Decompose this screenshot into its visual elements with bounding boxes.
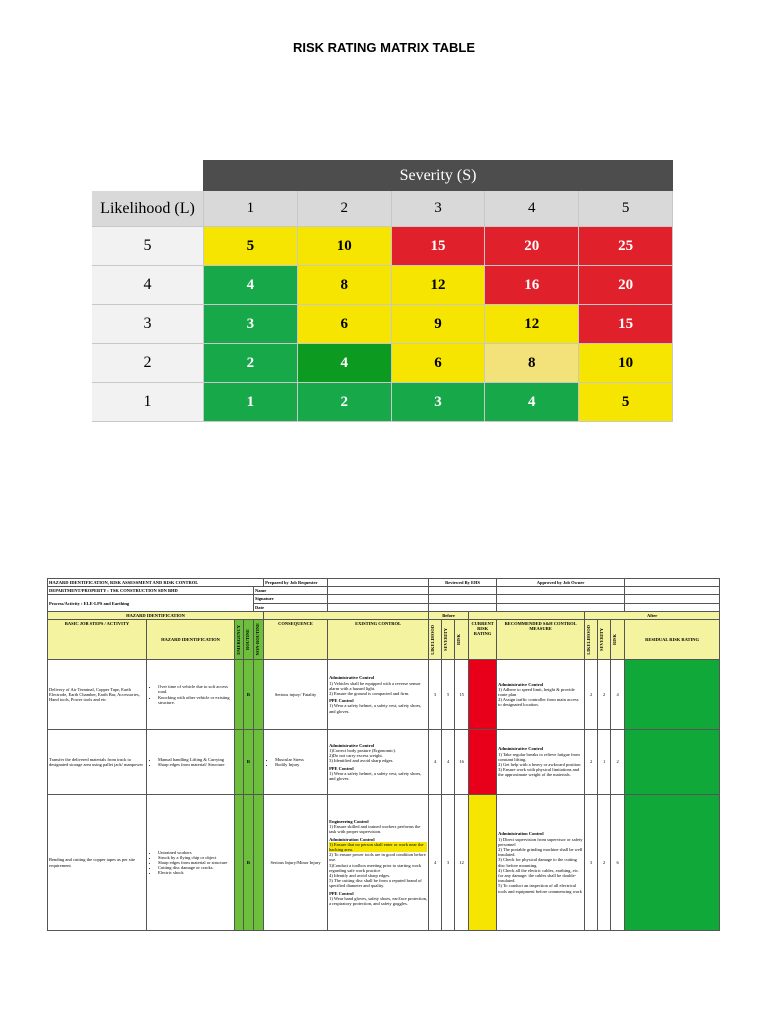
after-risk-value: 2 (611, 730, 625, 795)
risk-score-cell: 15 (579, 305, 673, 343)
risk-score-cell: 12 (485, 305, 579, 343)
after-likelihood-value: 2 (585, 730, 598, 795)
risk-score-cell: 8 (298, 266, 392, 304)
col-likelihood: LIKELIHOOD (430, 624, 436, 655)
form-title: HAZARD IDENTIFICATION, RISK ASSESSMENT AND RISK CONTROL (48, 579, 264, 587)
routine-mark: R (244, 795, 254, 931)
routine-mark: R (244, 660, 254, 730)
col-non-routine: NON-ROUTINE (255, 623, 260, 656)
col-residual: RESIDUAL RISK RATING (625, 620, 720, 660)
department-label: DEPARTMENT/PROPERTY : TSK CONSTRUCTION SDN BHD (48, 587, 254, 595)
likelihood-value: 4 (429, 730, 442, 795)
risk-score-cell: 6 (298, 305, 392, 343)
activity-cell: Bending and cutting the copper tapes as per site requirement (48, 795, 147, 931)
consequence-cell: Serious injury/ Fatality (264, 660, 328, 730)
risk-value: 15 (455, 660, 469, 730)
risk-score-cell: 16 (485, 266, 579, 304)
hazard-cell: • Untrained workers • Struck by a flying chip or object • Sharp edges from material or structure • Cutting disc damage or cracks. • Electric shock (147, 795, 235, 931)
col-routine: ROUTINE (245, 629, 250, 651)
col-existing-control: EXISTING CONTROL (328, 620, 429, 660)
col-job-steps: BASIC JOB STEPS / ACTIVITY (48, 620, 147, 660)
existing-control-cell: Administrative Control 1)Correct body posture (Ergonomic). 2)Do not carry excess weight. 3) Identified and avoid sharp edges. PPE Control 1) Wear a safety helmet, a safety vest, safety shoes, and gloves. (328, 730, 429, 795)
severity-level: 5 (579, 191, 673, 226)
risk-score-cell: 10 (579, 344, 673, 382)
highlighted-control: 1) Ensure that no person shall enter or work near the hacking area. (329, 842, 427, 852)
name-label: Name (254, 587, 328, 595)
consequence-cell: • Muscular Stress • Bodily Injury (264, 730, 328, 795)
residual-risk-swatch (625, 730, 720, 795)
likelihood-header: Likelihood (L) (92, 191, 204, 226)
likelihood-level: 4 (92, 266, 204, 304)
matrix-row (92, 305, 673, 344)
severity-level: 1 (204, 191, 298, 226)
process-label: Process/Activity : ELE-LPS and Earthing (48, 595, 254, 611)
page-title: RISK RATING MATRIX TABLE (293, 40, 475, 55)
hazard-cell: • Manual handling Lifting & Carrying • Sharp edges from material/ Structure (147, 730, 235, 795)
risk-score-cell: 4 (485, 383, 579, 421)
risk-score-cell: 3 (204, 305, 298, 343)
severity-value: 3 (442, 795, 455, 931)
residual-risk-swatch (625, 795, 720, 931)
activity-cell: Delivery of Air Terminal, Copper Tape, Earth Electrode, Earth Chamber, Earth Bar, Accessories, Hand tools, Power tools and etc (48, 660, 147, 730)
risk-score-cell: 4 (298, 344, 392, 382)
risk-score-cell: 25 (579, 227, 673, 265)
after-severity-value: 2 (598, 660, 611, 730)
after-header: After (585, 611, 720, 619)
col-emergency: EMERGENCY (236, 624, 241, 655)
risk-score-cell: 8 (485, 344, 579, 382)
current-risk-swatch (469, 730, 497, 795)
risk-score-cell: 4 (204, 266, 298, 304)
matrix-header-row (92, 191, 673, 227)
risk-score-cell: 5 (579, 383, 673, 421)
signature-label: Signature (254, 595, 328, 603)
risk-score-cell: 6 (392, 344, 486, 382)
activity-cell: Transfer the delivered materials from truck to designated storage area using pallet jack/ manpower (48, 730, 147, 795)
risk-matrix (92, 160, 673, 422)
col-after-likelihood: LIKELIHOOD (586, 624, 592, 655)
after-risk-value: 4 (611, 660, 625, 730)
risk-score-cell: 20 (485, 227, 579, 265)
likelihood-value: 3 (429, 660, 442, 730)
col-hazard: HAZARD IDENTIFICATION (147, 620, 235, 660)
risk-score-cell: 5 (204, 227, 298, 265)
col-recommended: RECOMMENDED S&H CONTROL MEASURE (497, 620, 585, 660)
risk-score-cell: 15 (392, 227, 486, 265)
existing-control-cell: Engineering Control 1) Ensure skilled and trained workers performs the task with proper supervision. Administration Control 1) Ensure that no person shall enter or work near the hacking area. 2) To ensure power tools are in good condition before use. 3)Conduct a toolbox meeting prior to starting work regarding safe work practice 4) Identify and avoid sharp edges. 5) The cutting disc shall be from a reputed brand of specified diameter and quality. PPE Control 1) Wear hand gloves, safety shoes, ear/face protection, a respiratory protection, and safety goggles. (328, 795, 429, 931)
consequence-cell: Serious Injury/Minor Injury (264, 795, 328, 931)
risk-score-cell: 2 (204, 344, 298, 382)
existing-control-cell: Administrative Control 1) Vehicles shall be equipped with a reverse sensor alarm with a hazard light. 2) Ensure the ground is compacted and firm. PPE Control 1) Wear a safety helmet, a safety vest, safety shoes, and gloves. (328, 660, 429, 730)
matrix-row (92, 344, 673, 383)
likelihood-level: 2 (92, 344, 204, 382)
risk-score-cell: 20 (579, 266, 673, 304)
col-consequence: CONSEQUENCE (264, 620, 328, 660)
current-risk-swatch (469, 795, 497, 931)
col-after-risk: RISK (612, 634, 618, 646)
severity-value: 5 (442, 660, 455, 730)
after-likelihood-value: 3 (585, 795, 598, 931)
residual-risk-swatch (625, 660, 720, 730)
col-current-risk: CURRENT RISK RATING (469, 620, 497, 660)
risk-value: 16 (455, 730, 469, 795)
recommended-control-cell: Administrative Control 1) Take regular breaks to relieve fatigue from constant lifting. 2) Get help with a heavy or awkward position 3) Ensure work with physical limitations and the approximate weight of the materials. (497, 730, 585, 795)
hazard-cell: • Over time of vehicle due to soft access road. • Knocking with other vehicle or existing structure. (147, 660, 235, 730)
after-risk-value: 6 (611, 795, 625, 931)
after-severity-value: 2 (598, 795, 611, 931)
likelihood-value: 4 (429, 795, 442, 931)
severity-level: 2 (298, 191, 392, 226)
hazard-identification-header: HAZARD IDENTIFICATION (48, 611, 264, 619)
likelihood-level: 5 (92, 227, 204, 265)
risk-score-cell: 1 (204, 383, 298, 421)
risk-score-cell: 9 (392, 305, 486, 343)
prepared-by: Prepared by Job Requester (264, 579, 328, 587)
reviewed-by: Reviewed By EHS (429, 579, 497, 587)
severity-level: 4 (485, 191, 579, 226)
after-severity-value: 1 (598, 730, 611, 795)
current-risk-swatch (469, 660, 497, 730)
severity-value: 4 (442, 730, 455, 795)
likelihood-level: 1 (92, 383, 204, 421)
date-label: Date (254, 603, 328, 611)
table-row (48, 660, 720, 730)
matrix-row (92, 383, 673, 422)
col-risk: RISK (456, 634, 462, 646)
routine-mark: R (244, 730, 254, 795)
table-row (48, 730, 720, 795)
severity-level: 3 (392, 191, 486, 226)
approved-by: Approved by Job Owner (497, 579, 625, 587)
after-likelihood-value: 2 (585, 660, 598, 730)
col-severity: SEVERITY (443, 628, 449, 652)
risk-score-cell: 2 (298, 383, 392, 421)
before-header: Before (429, 611, 469, 619)
matrix-row (92, 266, 673, 305)
recommended-control-cell: Administrative Control 1) Adhere to speed limit, height & provide route plan 2) Assign traffic controller from main access to designated location. (497, 660, 585, 730)
risk-value: 12 (455, 795, 469, 931)
hirarc-form (47, 578, 719, 931)
risk-score-cell: 3 (392, 383, 486, 421)
matrix-row (92, 227, 673, 266)
likelihood-level: 3 (92, 305, 204, 343)
col-after-severity: SEVERITY (599, 628, 605, 652)
table-row (48, 795, 720, 931)
recommended-control-cell: Administration Control 1) Direct supervision from supervisor or safety personnel 2) The portable grinding machine shall be well insulated. 3) Check for physical damage to the cutting disc before mounting. 4) Check all the electric cables, earthing, etc. for any damage: the cables shall be double-insulated. 5) To conduct an inspection of all electrical tools and equipment before commencing work (497, 795, 585, 931)
risk-score-cell: 12 (392, 266, 486, 304)
risk-score-cell: 10 (298, 227, 392, 265)
severity-header: Severity (S) (203, 160, 673, 191)
